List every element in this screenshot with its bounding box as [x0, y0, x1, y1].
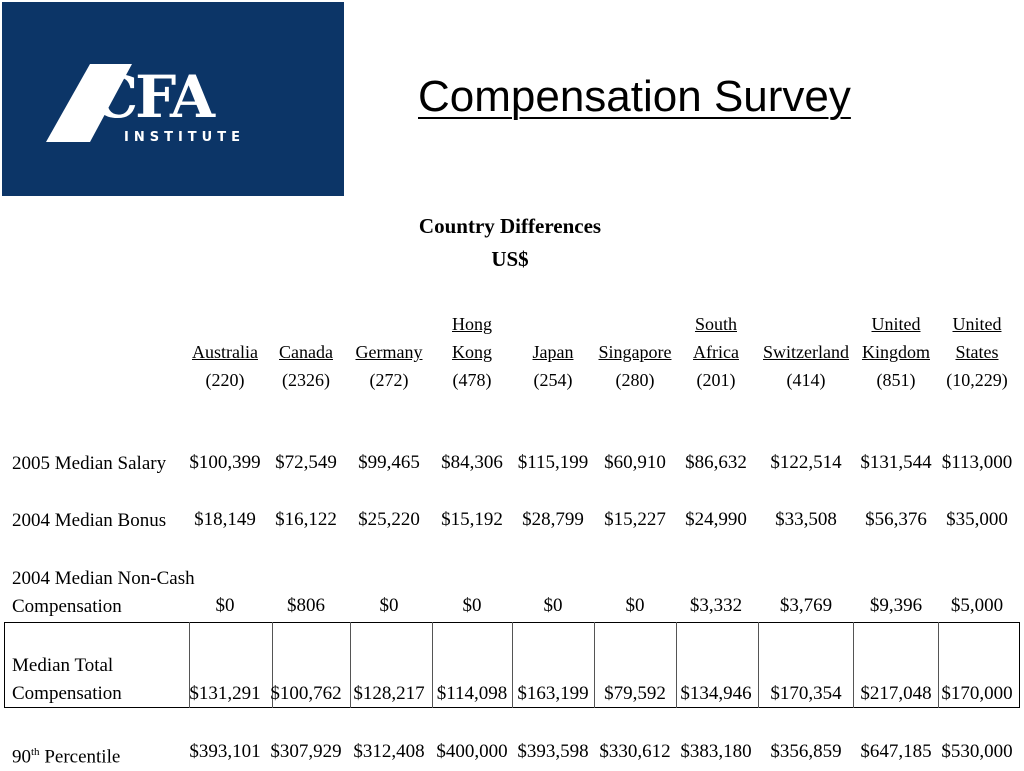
- table-cell: $134,946: [680, 683, 752, 704]
- table-cell: $131,291: [189, 683, 261, 704]
- column-header-count: (10,229): [946, 370, 1008, 390]
- table-cell: $383,180: [680, 741, 752, 762]
- column-header: [666, 310, 766, 394]
- table-cell: $84,306: [441, 452, 503, 473]
- row-label-line2: Compensation: [12, 596, 122, 617]
- table-cell: $15,192: [441, 509, 503, 530]
- cfa-institute-logo: [2, 2, 344, 196]
- table-cell: $307,929: [270, 741, 342, 762]
- table-cell: $113,000: [941, 452, 1013, 473]
- table-cell: $79,592: [604, 683, 666, 704]
- table-cell: $393,101: [189, 741, 261, 762]
- row-label: [12, 738, 120, 771]
- table-cell: $35,000: [946, 509, 1008, 530]
- table-cell: $5,000: [950, 595, 1004, 616]
- column-header-count: (220): [205, 370, 245, 390]
- row-label-line2: Compensation: [12, 683, 122, 704]
- column-header-name-line2: Africa: [693, 342, 739, 362]
- table-cell: $72,549: [275, 452, 337, 473]
- table-cell: $100,762: [270, 683, 342, 704]
- table-cell: $99,465: [358, 452, 420, 473]
- column-header-name-line2: Japan: [532, 342, 574, 362]
- table-cell: $0: [215, 595, 235, 616]
- column-header-name-line1: South: [694, 314, 737, 334]
- table-cell: $3,769: [779, 595, 833, 616]
- table-title: [390, 210, 630, 276]
- column-header-count: (2326): [282, 370, 330, 390]
- table-cell: $86,632: [685, 452, 747, 473]
- slide-title: Compensation Survey: [418, 72, 851, 121]
- table-cell: $60,910: [604, 452, 666, 473]
- table-cell: $115,199: [517, 452, 589, 473]
- column-header-name-line2: Canada: [279, 342, 333, 362]
- table-title-currency: US$: [491, 247, 529, 271]
- column-header-count: (478): [452, 370, 492, 390]
- column-header-name-line1: Hong: [452, 314, 492, 334]
- column-header-name-line1: United: [952, 314, 1002, 334]
- table-cell: $163,199: [517, 683, 589, 704]
- column-header-name-line2: Switzerland: [763, 342, 849, 362]
- table-cell: $530,000: [941, 741, 1013, 762]
- table-cell: $0: [625, 595, 645, 616]
- table-cell: $122,514: [770, 452, 842, 473]
- table-title-line1: Country Differences: [418, 214, 602, 238]
- column-header-name-line2: States: [955, 342, 999, 362]
- table-cell: $400,000: [436, 741, 508, 762]
- row-label-number: 90: [12, 746, 31, 768]
- table-cell: $806: [287, 595, 325, 616]
- table-cell: $0: [543, 595, 563, 616]
- table-cell: $114,098: [436, 683, 508, 704]
- column-header: [927, 310, 1024, 394]
- table-cell: $170,354: [770, 683, 842, 704]
- table-cell: $25,220: [358, 509, 420, 530]
- row-label-rest: Percentile: [39, 746, 121, 768]
- table-cell: $28,799: [522, 509, 584, 530]
- column-header-count: (272): [369, 370, 409, 390]
- column-header-count: (414): [786, 370, 826, 390]
- column-header-count: (201): [696, 370, 736, 390]
- table-cell: $393,598: [517, 741, 589, 762]
- row-label-line1: 2004 Median Bonus: [12, 510, 167, 531]
- table-cell: $15,227: [604, 509, 666, 530]
- column-header-count: (851): [876, 370, 916, 390]
- column-header-name-line2: Germany: [355, 342, 423, 362]
- table-cell: $16,122: [275, 509, 337, 530]
- table-cell: $0: [462, 595, 482, 616]
- column-header-name-line1: [756, 310, 856, 338]
- logo-wordmark: CFA: [92, 63, 212, 131]
- table-cell: $56,376: [865, 509, 927, 530]
- table-cell: $100,399: [189, 452, 261, 473]
- column-header-count: (254): [533, 370, 573, 390]
- column-header-count: (280): [615, 370, 655, 390]
- column-header-name-line2: Kong: [452, 342, 492, 362]
- row-label-line1: Median Total: [12, 655, 114, 676]
- column-header-name-line2: Australia: [192, 342, 258, 362]
- table-cell: $9,396: [869, 595, 923, 616]
- row-label-line1: 2005 Median Salary: [12, 453, 167, 474]
- logo-subtext: INSTITUTE: [124, 130, 245, 145]
- column-header: [756, 310, 856, 394]
- row-label-superscript: th: [31, 746, 40, 758]
- table-cell: $217,048: [860, 683, 932, 704]
- table-cell: $330,612: [599, 741, 671, 762]
- column-header-name-line2: Kingdom: [861, 342, 930, 362]
- table-cell: $24,990: [685, 509, 747, 530]
- table-cell: $128,217: [353, 683, 425, 704]
- table-cell: $170,000: [941, 683, 1013, 704]
- table-cell: $647,185: [860, 741, 932, 762]
- table-cell: $33,508: [775, 509, 837, 530]
- table-cell: $18,149: [194, 509, 256, 530]
- table-cell: $131,544: [860, 452, 932, 473]
- table-cell: $312,408: [353, 741, 425, 762]
- table-cell: $3,332: [689, 595, 743, 616]
- row-label-line1: 2004 Median Non-Cash: [12, 568, 195, 589]
- column-header-name-line1: United: [871, 314, 921, 334]
- table-cell: $0: [379, 595, 399, 616]
- column-header-name-line2: Singapore: [598, 342, 672, 362]
- table-cell: $356,859: [770, 741, 842, 762]
